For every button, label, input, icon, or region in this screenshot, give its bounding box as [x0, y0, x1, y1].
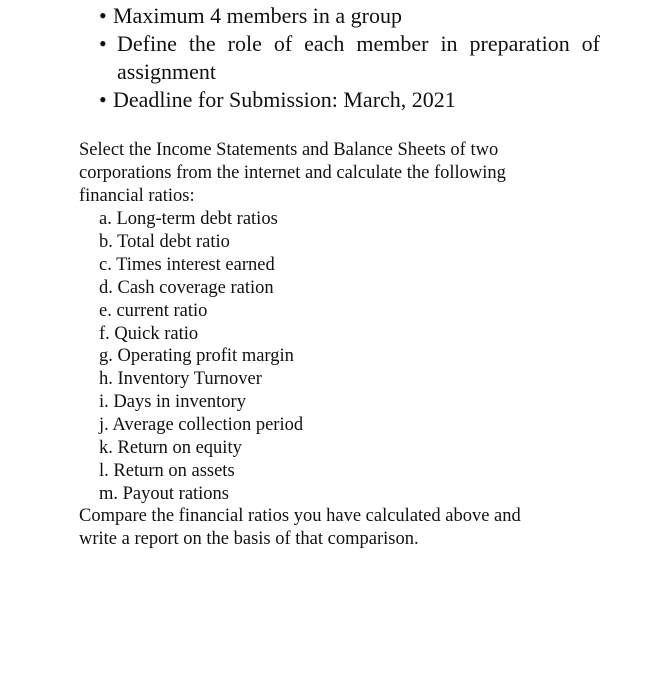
ratio-item: j. Average collection period: [99, 415, 304, 436]
requirement-item: [100, 2, 600, 30]
ratio-item: f. Quick ratio: [99, 323, 199, 344]
ratio-item: c. Times interest earned: [99, 254, 275, 275]
requirement-text: Define the role of each member in preparation of assignment: [117, 31, 600, 84]
ratio-item: d. Cash coverage ration: [99, 277, 274, 298]
ratio-item: l. Return on assets: [99, 460, 235, 481]
requirements-list: [100, 2, 600, 114]
ratio-item: g. Operating profit margin: [99, 346, 294, 367]
conclusion-paragraph: Compare the financial ratios you have calculated above and write a report on the basis of that comparison.: [79, 506, 521, 549]
ratio-item: a. Long-term debt ratios: [99, 209, 278, 229]
ratio-item: k. Return on equity: [99, 438, 242, 459]
bullet-icon: •: [99, 31, 107, 56]
ratio-item: i. Days in inventory: [99, 392, 246, 413]
instructions-paragraph: Select the Income Statements and Balance Sheets of two corporations from the internet and calculate the following financial ratios:: [79, 140, 506, 206]
bullet-icon: •: [99, 87, 107, 112]
requirement-text: Maximum 4 members in a group: [113, 3, 403, 28]
ratio-list: [99, 208, 303, 506]
ratio-item: b. Total debt ratio: [99, 231, 230, 252]
ratio-item: h. Inventory Turnover: [99, 369, 262, 390]
requirement-item: [100, 30, 600, 86]
ratio-item: m. Payout rations: [99, 483, 230, 504]
requirement-text: Deadline for Submission: March, 2021: [113, 87, 456, 112]
ratio-item: e. current ratio: [99, 300, 208, 321]
bullet-icon: •: [99, 3, 107, 28]
requirement-item: [100, 86, 600, 114]
